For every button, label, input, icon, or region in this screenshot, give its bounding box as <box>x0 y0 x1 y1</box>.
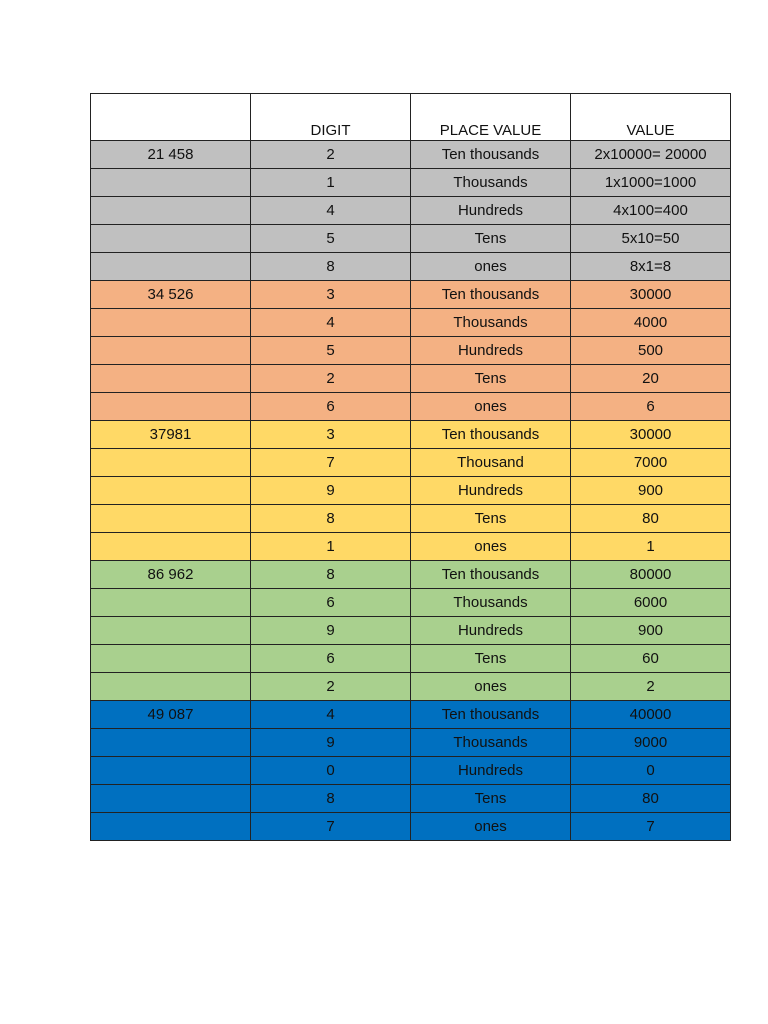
header-digit: DIGIT <box>251 94 411 141</box>
place-value-cell: Ten thousands <box>411 281 571 309</box>
place-value-cell: ones <box>411 393 571 421</box>
place-value-cell: Ten thousands <box>411 421 571 449</box>
value-cell: 9000 <box>571 729 731 757</box>
place-value-cell: ones <box>411 673 571 701</box>
table-row <box>91 337 731 365</box>
digit-cell: 1 <box>251 169 411 197</box>
digit-cell: 1 <box>251 533 411 561</box>
table-row <box>91 169 731 197</box>
value-cell: 60 <box>571 645 731 673</box>
digit-cell: 3 <box>251 281 411 309</box>
number-cell <box>91 673 251 701</box>
table-row <box>91 673 731 701</box>
number-cell <box>91 253 251 281</box>
digit-cell: 4 <box>251 197 411 225</box>
digit-cell: 3 <box>251 421 411 449</box>
number-cell <box>91 757 251 785</box>
value-cell: 2 <box>571 673 731 701</box>
table-row <box>91 309 731 337</box>
digit-cell: 5 <box>251 337 411 365</box>
number-cell <box>91 813 251 841</box>
digit-cell: 6 <box>251 589 411 617</box>
table-row <box>91 449 731 477</box>
digit-cell: 2 <box>251 365 411 393</box>
place-value-cell: ones <box>411 533 571 561</box>
place-value-cell: Hundreds <box>411 477 571 505</box>
value-cell: 6 <box>571 393 731 421</box>
value-cell: 4x100=400 <box>571 197 731 225</box>
number-cell <box>91 169 251 197</box>
value-cell: 900 <box>571 617 731 645</box>
number-cell <box>91 393 251 421</box>
number-cell <box>91 645 251 673</box>
value-cell: 20 <box>571 365 731 393</box>
table-row <box>91 645 731 673</box>
header-row <box>91 94 731 141</box>
number-cell <box>91 505 251 533</box>
value-cell: 1 <box>571 533 731 561</box>
digit-cell: 2 <box>251 673 411 701</box>
table-row <box>91 729 731 757</box>
number-cell <box>91 477 251 505</box>
place-value-cell: Thousands <box>411 589 571 617</box>
place-value-cell: Hundreds <box>411 337 571 365</box>
digit-cell: 4 <box>251 701 411 729</box>
table-row <box>91 785 731 813</box>
number-cell <box>91 225 251 253</box>
value-cell: 5x10=50 <box>571 225 731 253</box>
value-cell: 80000 <box>571 561 731 589</box>
header-number <box>91 94 251 141</box>
digit-cell: 9 <box>251 617 411 645</box>
place-value-cell: Hundreds <box>411 757 571 785</box>
number-cell <box>91 337 251 365</box>
table-row <box>91 533 731 561</box>
digit-cell: 4 <box>251 309 411 337</box>
place-value-cell: Thousands <box>411 169 571 197</box>
value-cell: 6000 <box>571 589 731 617</box>
place-value-cell: Ten thousands <box>411 701 571 729</box>
digit-cell: 9 <box>251 477 411 505</box>
table-row <box>91 141 731 169</box>
digit-cell: 6 <box>251 645 411 673</box>
value-cell: 40000 <box>571 701 731 729</box>
place-value-cell: Tens <box>411 365 571 393</box>
value-cell: 80 <box>571 785 731 813</box>
value-cell: 8x1=8 <box>571 253 731 281</box>
table-row <box>91 477 731 505</box>
digit-cell: 2 <box>251 141 411 169</box>
number-cell: 49 087 <box>91 701 251 729</box>
value-cell: 500 <box>571 337 731 365</box>
place-value-cell: Thousands <box>411 729 571 757</box>
number-cell <box>91 365 251 393</box>
value-cell: 80 <box>571 505 731 533</box>
value-cell: 30000 <box>571 421 731 449</box>
place-value-cell: Tens <box>411 225 571 253</box>
header-place-value: PLACE VALUE <box>411 94 571 141</box>
value-cell: 30000 <box>571 281 731 309</box>
digit-cell: 6 <box>251 393 411 421</box>
number-cell <box>91 729 251 757</box>
digit-cell: 7 <box>251 449 411 477</box>
place-value-cell: ones <box>411 813 571 841</box>
place-value-cell: Tens <box>411 505 571 533</box>
table-row <box>91 421 731 449</box>
number-cell: 21 458 <box>91 141 251 169</box>
place-value-cell: Hundreds <box>411 617 571 645</box>
table-row <box>91 617 731 645</box>
table-row <box>91 757 731 785</box>
table-row <box>91 393 731 421</box>
value-cell: 7000 <box>571 449 731 477</box>
value-cell: 7 <box>571 813 731 841</box>
place-value-cell: ones <box>411 253 571 281</box>
number-cell: 86 962 <box>91 561 251 589</box>
number-cell <box>91 617 251 645</box>
number-cell <box>91 449 251 477</box>
table-row <box>91 813 731 841</box>
header-value: VALUE <box>571 94 731 141</box>
place-value-cell: Ten thousands <box>411 141 571 169</box>
number-cell <box>91 589 251 617</box>
place-value-cell: Ten thousands <box>411 561 571 589</box>
number-cell: 34 526 <box>91 281 251 309</box>
number-cell <box>91 309 251 337</box>
table-row <box>91 365 731 393</box>
value-cell: 1x1000=1000 <box>571 169 731 197</box>
table-row <box>91 589 731 617</box>
number-cell <box>91 785 251 813</box>
digit-cell: 7 <box>251 813 411 841</box>
table-row <box>91 505 731 533</box>
digit-cell: 8 <box>251 785 411 813</box>
table-row <box>91 701 731 729</box>
number-cell <box>91 533 251 561</box>
value-cell: 0 <box>571 757 731 785</box>
place-value-cell: Thousand <box>411 449 571 477</box>
table-row <box>91 281 731 309</box>
place-value-cell: Tens <box>411 785 571 813</box>
digit-cell: 0 <box>251 757 411 785</box>
place-value-table <box>90 93 731 841</box>
digit-cell: 8 <box>251 561 411 589</box>
digit-cell: 8 <box>251 253 411 281</box>
digit-cell: 9 <box>251 729 411 757</box>
place-value-cell: Tens <box>411 645 571 673</box>
table-row <box>91 253 731 281</box>
number-cell: 37981 <box>91 421 251 449</box>
digit-cell: 8 <box>251 505 411 533</box>
value-cell: 2x10000= 20000 <box>571 141 731 169</box>
place-value-cell: Thousands <box>411 309 571 337</box>
table-row <box>91 197 731 225</box>
number-cell <box>91 197 251 225</box>
value-cell: 900 <box>571 477 731 505</box>
place-value-cell: Hundreds <box>411 197 571 225</box>
value-cell: 4000 <box>571 309 731 337</box>
table-row <box>91 225 731 253</box>
table-row <box>91 561 731 589</box>
table-body <box>91 141 731 841</box>
digit-cell: 5 <box>251 225 411 253</box>
